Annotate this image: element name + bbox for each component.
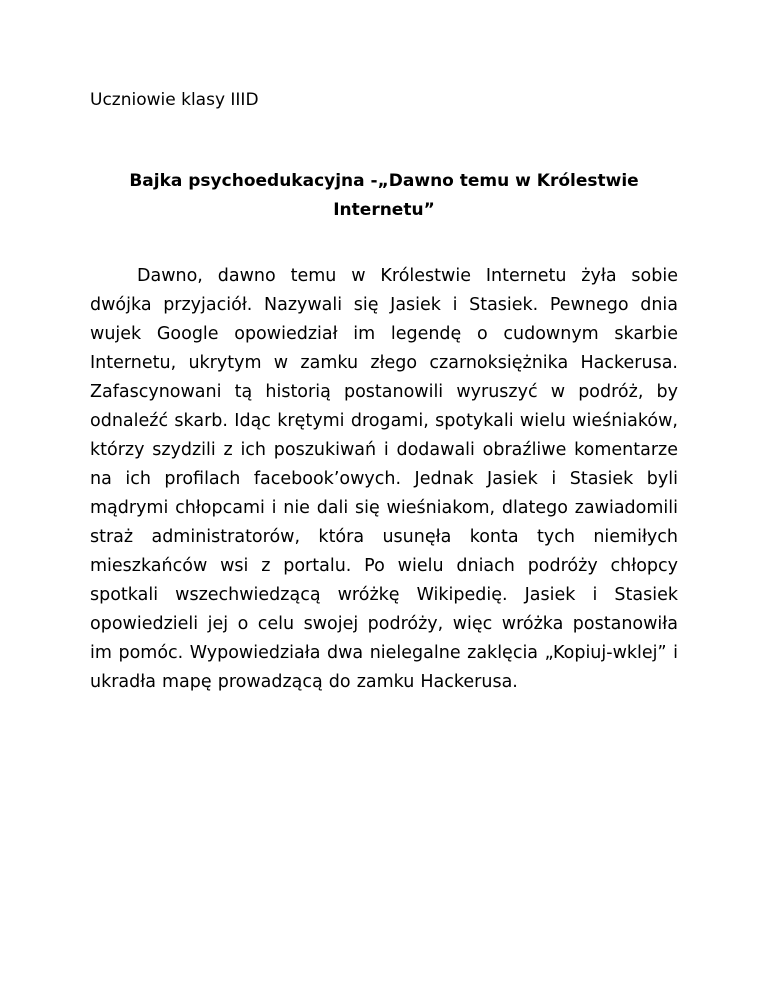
title-line-1: Bajka psychoedukacyjna -„Dawno temu w Królestwie bbox=[129, 171, 639, 191]
author-line: Uczniowie klasy IIID bbox=[90, 90, 259, 110]
title-line-2: Internetu” bbox=[333, 200, 435, 220]
story-paragraph: Dawno, dawno temu w Królestwie Internetu żyła sobie dwójka przyjaciół. Nazywali się Jasiek i Stasiek. Pewnego dnia wujek Google opowiedział im legendę o cudownym skarbie Internetu, ukrytym w zamku złego czarnoksiężnika Hackerusa. Zafascynowani tą historią postanowili wyruszyć w podróż, by odnaleźć skarb. Idąc krętymi drogami, spotykali wielu wieśniaków, którzy szydzili z ich poszukiwań i dodawali obraźliwe komentarze na ich profilach facebook’owych. Jednak Jasiek i Stasiek byli mądrymi chłopcami i nie dali się wieśniakom, dlatego zawiadomili straż administratorów, która usunęła konta tych niemiłych mieszkańców wsi z portalu. Po wielu dniach podróży chłopcy spotkali wszechwiedzącą wróżkę Wikipedię. Jasiek i Stasiek opowiedzieli jej o celu swojej podróży, więc wróżka postanowiła im pomóc. Wypowiedziała dwa nielegalne zaklęcia „Kopiuj-wklej” i ukradła mapę prowadzącą do zamku Hackerusa. bbox=[90, 266, 678, 692]
document-title bbox=[90, 167, 678, 225]
